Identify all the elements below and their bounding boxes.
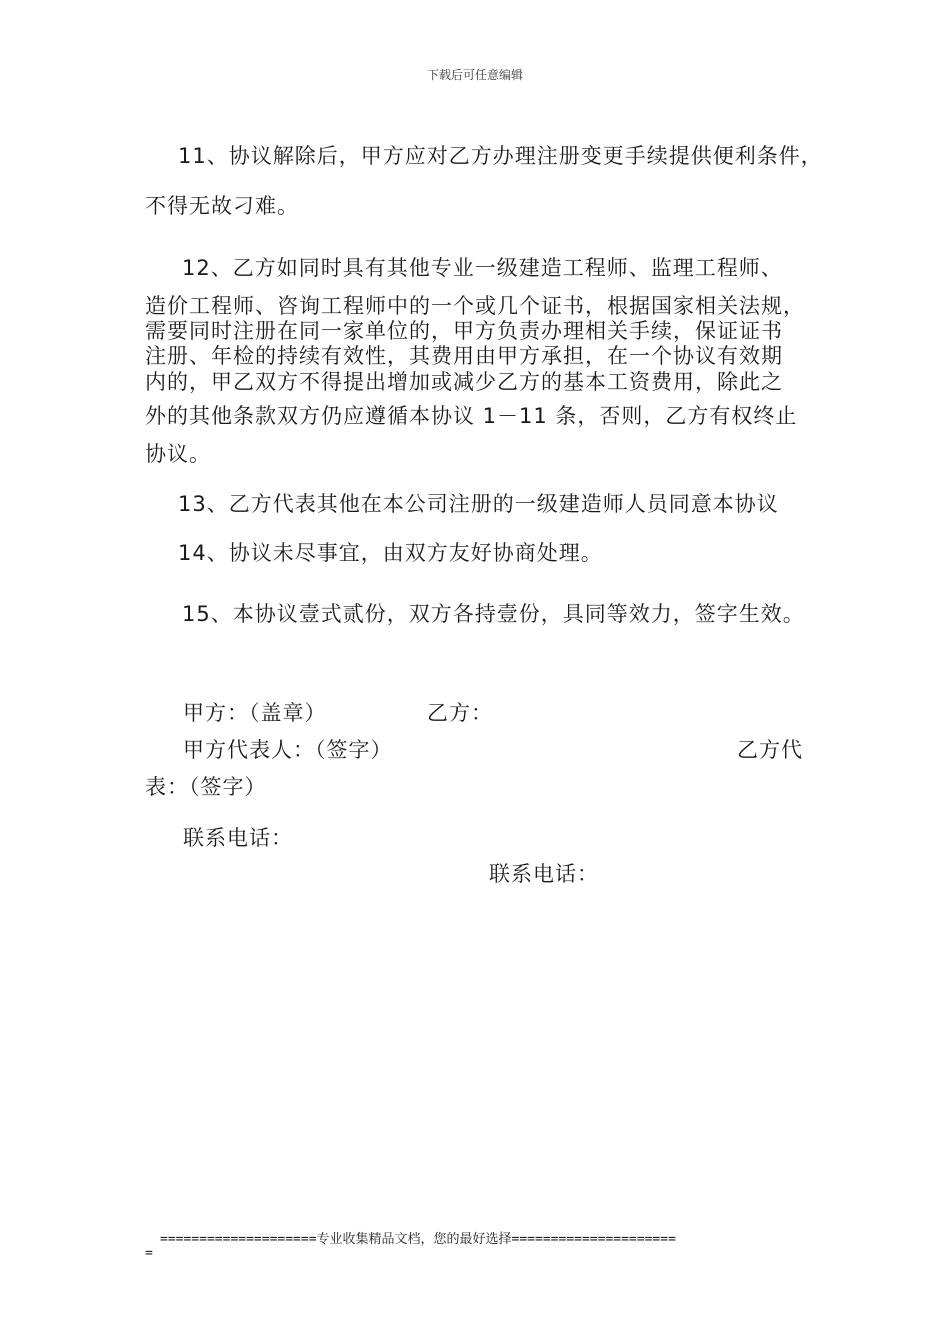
footer-banner: ====================专业收集精品文档，您的最好选择===================== <box>160 1232 676 1247</box>
clause-14: 14、协议未尽事宜，由双方友好协商处理。 <box>178 541 603 565</box>
clause-12-line-6: 外的其他条款双方仍应遵循本协议 1－11 条，否则，乙方有权终止 <box>145 404 798 428</box>
party-b-representative-part1: 乙方代 <box>737 738 803 762</box>
party-a-label: 甲方：（盖章） <box>183 701 327 725</box>
clause-12-line-3: 需要同时注册在同一家单位的，甲方负责办理相关手续，保证证书 <box>145 319 783 343</box>
clause-11-line-1: 11、协议解除后，甲方应对乙方办理注册变更手续提供便利条件， <box>178 144 823 168</box>
party-a-representative: 甲方代表人：（签字） <box>183 738 393 762</box>
clause-11-line-2: 不得无故刁难。 <box>145 194 299 218</box>
party-a-phone: 联系电话： <box>183 826 293 850</box>
footer-banner-continuation: = <box>145 1246 153 1261</box>
party-b-label: 乙方： <box>427 701 493 725</box>
party-b-phone: 联系电话： <box>489 862 599 886</box>
clause-12-line-7: 协议。 <box>145 442 211 466</box>
clause-13: 13、乙方代表其他在本公司注册的一级建造师人员同意本协议 <box>178 492 779 516</box>
clause-12-line-4: 注册、年检的持续有效性，其费用由甲方承担，在一个协议有效期 <box>145 344 783 368</box>
clause-12-line-2: 造价工程师、咨询工程师中的一个或几个证书，根据国家相关法规， <box>145 294 805 318</box>
clause-15: 15、本协议壹式贰份，双方各持壹份，具同等效力，签字生效。 <box>182 602 805 626</box>
page-header-note: 下载后可任意编辑 <box>426 68 523 82</box>
clause-12-line-1: 12、乙方如同时具有其他专业一级建造工程师、监理工程师、 <box>182 256 783 280</box>
party-b-representative-part2: 表：（签字） <box>145 775 267 799</box>
clause-12-line-5: 内的，甲乙双方不得提出增加或减少乙方的基本工资费用，除此之 <box>145 370 783 394</box>
